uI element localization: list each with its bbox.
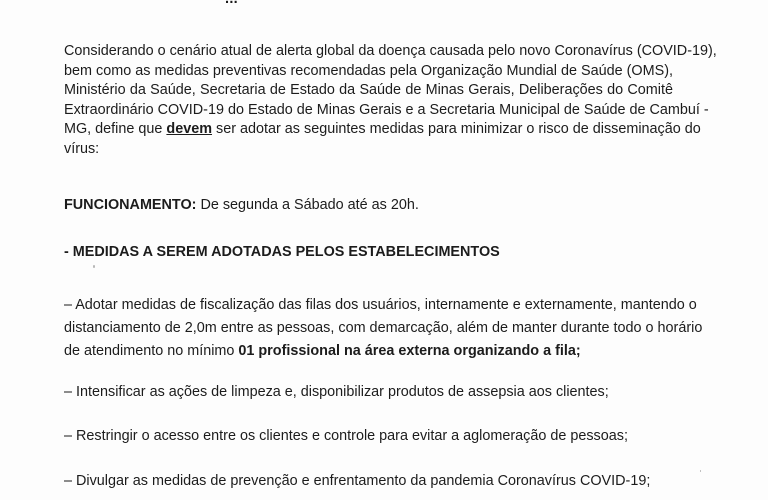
measures-section-heading: - MEDIDAS A SEREM ADOTADAS PELOS ESTABELECIMENTOS: [64, 244, 500, 260]
measure-line3-bold: 01 profissional na área externa organizando a fila;: [238, 343, 581, 359]
measure-line: distanciamento de 2,0m entre as pessoas, com demarcação, além de manter durante todo o horário: [64, 320, 703, 336]
intro-line5-after: ser adotar as seguintes medidas para minimizar o risco de disseminação do: [212, 121, 701, 138]
cropped-heading-fragment: [225, 0, 238, 7]
funcionamento-hours: De segunda a Sábado até as 20h.: [196, 197, 419, 213]
measure-line: [64, 340, 668, 363]
measure-item-queues: [64, 294, 703, 363]
measure-line3-plain: de atendimento no mínimo: [64, 343, 239, 359]
intro-line5-before: MG, define que: [64, 121, 167, 138]
intro-line: Ministério da Saúde, Secretaria de Estado da Saúde de Minas Gerais, Deliberações do Comitê: [64, 82, 673, 99]
intro-line: bem como as medidas preventivas recomendadas pela Organização Mundial de Saúde (OMS),: [64, 62, 673, 79]
measure-item-cleaning: – Intensificar as ações de limpeza e, disponibilizar produtos de assepsia aos clientes;: [64, 384, 609, 400]
cropped-heading-text: [225, 0, 238, 7]
measure-item-restrict-access: – Restringir o acesso entre os clientes e controle para evitar a aglomeração de pessoas;: [64, 428, 628, 444]
scan-speck: [93, 265, 95, 268]
intro-line: Extraordinário COVID-19 do Estado de Minas Gerais e a Secretaria Municipal de Saúde de Cambuí -: [64, 101, 709, 118]
intro-line: Considerando o cenário atual de alerta global da doença causada pelo novo Coronavírus (COVID-19),: [64, 43, 717, 59]
emphasized-word-devem: devem: [166, 121, 213, 138]
funcionamento-label: FUNCIONAMENTO:: [64, 197, 197, 213]
measure-line: – Adotar medidas de fiscalização das filas dos usuários, internamente e externamente, mantendo o: [64, 297, 697, 313]
intro-paragraph: [64, 42, 717, 160]
scan-speck: [700, 470, 701, 472]
measure-item-publicize: – Divulgar as medidas de prevenção e enfrentamento da pandemia Coronavírus COVID-19;: [64, 473, 651, 489]
intro-line: [64, 120, 701, 140]
funcionamento-line: [64, 197, 419, 213]
intro-line: vírus:: [64, 140, 100, 157]
